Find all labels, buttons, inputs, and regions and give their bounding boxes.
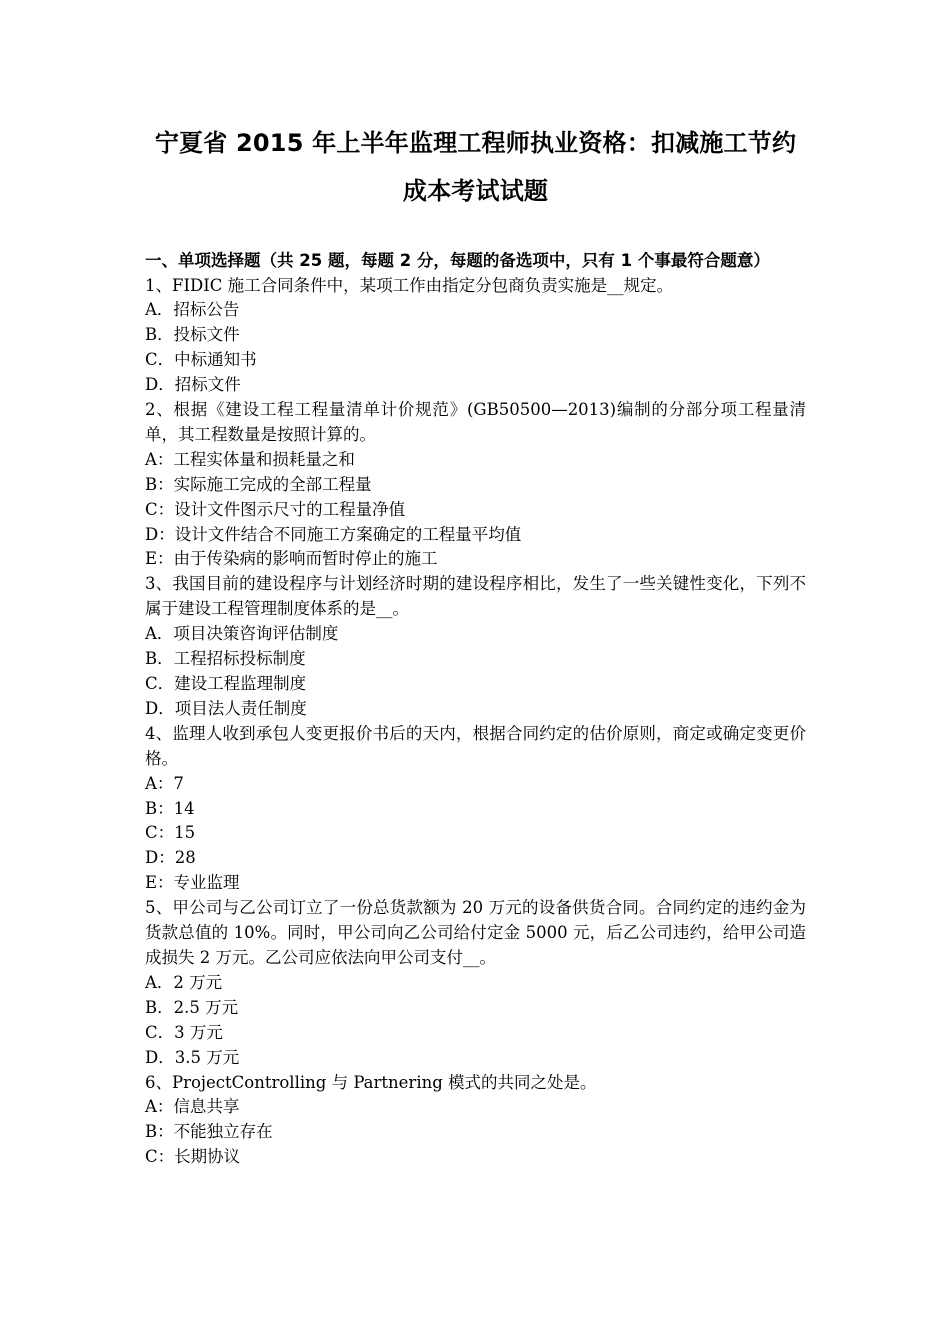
option: A．招标公告 — [145, 300, 240, 320]
title-line-2: 成本考试试题 — [402, 177, 549, 205]
option: E：由于传染病的影响而暂时停止的施工 — [145, 549, 438, 569]
section-header: 一、单项选择题（共 25 题，每题 2 分，每题的备选项中，只有 1 个事最符合题意） — [145, 251, 770, 270]
option: C．3 万元 — [145, 1022, 223, 1042]
question-text: 3、我国目前的建设程序与计划经济时期的建设程序相比，发生了一些关键性变化，下列不属于建设工程管理制度体系的是__。 — [145, 574, 806, 619]
option: A：工程实体量和损耗量之和 — [145, 449, 355, 469]
question-1 — [145, 274, 806, 399]
option: C：长期协议 — [145, 1147, 241, 1167]
option: E：专业监理 — [145, 873, 240, 893]
option: A．项目决策咨询评估制度 — [145, 624, 339, 644]
question-2 — [145, 398, 806, 572]
option: D：28 — [145, 848, 196, 868]
option: D．3.5 万元 — [145, 1047, 240, 1067]
question-list — [145, 274, 806, 1171]
question-3 — [145, 572, 806, 721]
title-line-1: 宁夏省 2015 年上半年监理工程师执业资格：扣减施工节约 — [154, 129, 797, 157]
option: B．投标文件 — [145, 325, 240, 345]
option: D：设计文件结合不同施工方案确定的工程量平均值 — [145, 524, 522, 544]
question-6 — [145, 1071, 806, 1171]
option: A：信息共享 — [145, 1097, 240, 1117]
option: D．招标文件 — [145, 375, 241, 395]
question-5 — [145, 896, 806, 1070]
option: A：7 — [145, 773, 184, 793]
question-text: 4、监理人收到承包人变更报价书后的天内，根据合同约定的估价原则，商定或确定变更价格。 — [145, 723, 806, 768]
option: C．中标通知书 — [145, 350, 257, 370]
option: B：实际施工完成的全部工程量 — [145, 474, 372, 494]
option: D．项目法人责任制度 — [145, 698, 307, 718]
question-text: 6、ProjectControlling 与 Partnering 模式的共同之处是。 — [145, 1072, 597, 1092]
option: C．建设工程监理制度 — [145, 674, 307, 693]
document-title — [145, 0, 806, 215]
question-text: 2、根据《建设工程工程量清单计价规范》(GB50500—2013)编制的分部分项工程量清单，其工程数量是按照计算的。 — [145, 400, 806, 444]
question-text: 5、甲公司与乙公司订立了一份总货款额为 20 万元的设备供货合同。合同约定的违约金为货款总值的 10%。同时，甲公司向乙公司给付定金 5000 元，后乙公司违约，给甲公司造成损失 2 万元。乙公司应依法向甲公司支付__。 — [145, 898, 806, 967]
question-text: 1、FIDIC 施工合同条件中，某项工作由指定分包商负责实施是__规定。 — [145, 275, 674, 295]
option: B：14 — [145, 798, 195, 818]
option: B．工程招标投标制度 — [145, 649, 306, 669]
option: B．2.5 万元 — [145, 997, 239, 1017]
option: A．2 万元 — [145, 972, 223, 992]
option: C：设计文件图示尺寸的工程量净值 — [145, 499, 406, 519]
option: C：15 — [145, 823, 196, 843]
option: B：不能独立存在 — [145, 1122, 273, 1142]
question-4 — [145, 722, 806, 896]
